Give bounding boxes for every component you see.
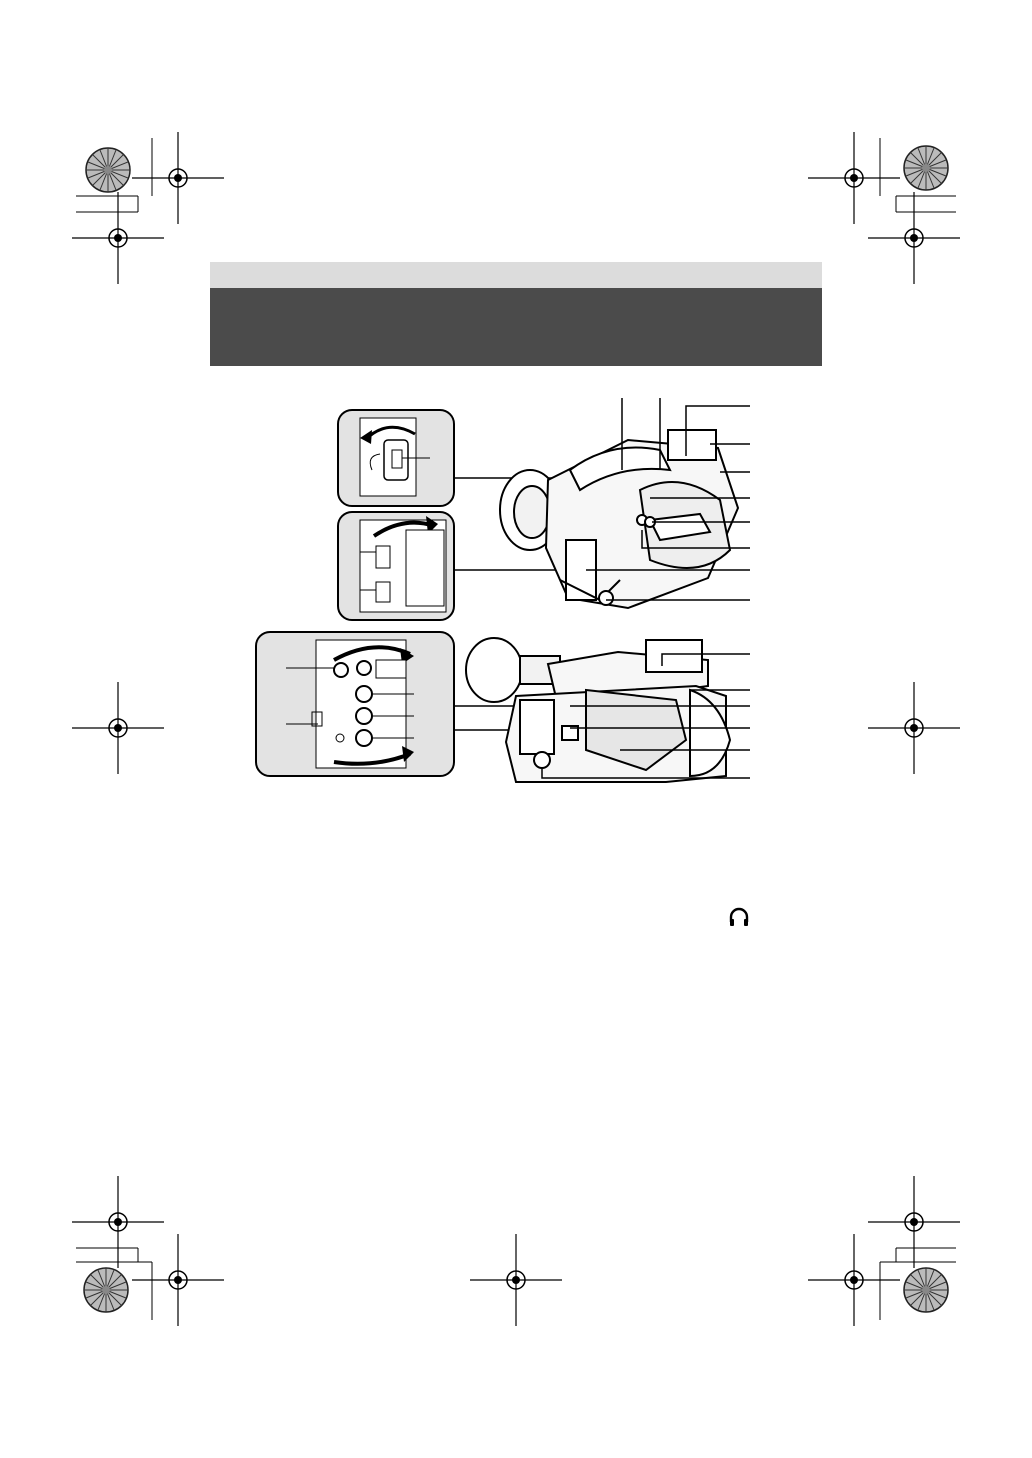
registration-mark-icon: [72, 192, 164, 284]
registration-mark-icon: [132, 132, 224, 224]
registration-mark-icon: [808, 132, 900, 224]
audio-terminals-inset: [256, 632, 454, 776]
headphone-icon: [728, 906, 750, 928]
registration-mark-icon: [132, 1234, 224, 1326]
usb-terminal-inset: [338, 410, 454, 506]
registration-mark-icon: [72, 682, 164, 774]
registration-mark-icon: [808, 1234, 900, 1326]
color-target-icon: [904, 1268, 948, 1312]
camcorder-rear-view: [500, 430, 738, 608]
hdmi-sdi-inset: [338, 512, 454, 620]
registration-mark-icon: [868, 192, 960, 284]
registration-mark-icon: [868, 682, 960, 774]
camcorder-side-view: [466, 638, 730, 782]
registration-mark-icon: [470, 1234, 562, 1326]
color-target-icon: [86, 148, 130, 192]
color-target-icon: [84, 1268, 128, 1312]
color-target-icon: [904, 146, 948, 190]
registration-mark-icon: [868, 1176, 960, 1268]
registration-mark-icon: [72, 1176, 164, 1268]
